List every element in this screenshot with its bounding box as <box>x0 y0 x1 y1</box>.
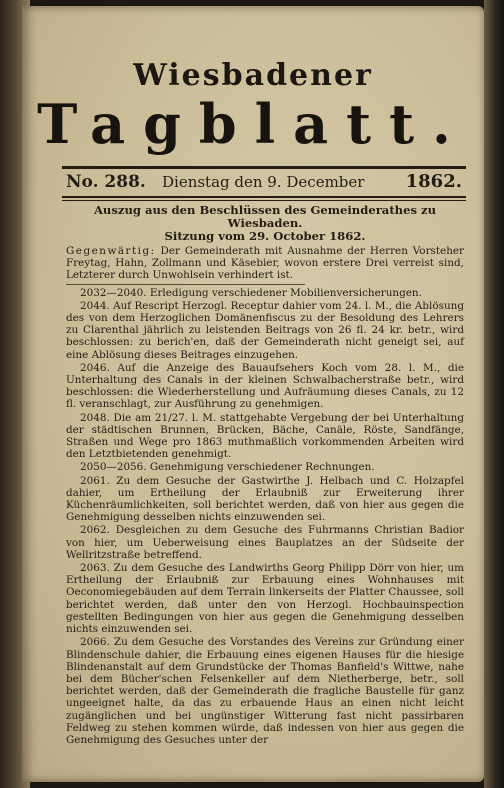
dateline <box>66 169 462 195</box>
paragraph-2048: 2048. Die am 21/27. l. M. stattgehabte Vergebung der bei Unterhaltung der städtischen Brunnen, Brücken, Bäche, Canäle, Röste, Sandfänge, Straßen und Wege pro 1863 muthmaßlich vorkommenden Arbeiten wird den Letztbietenden genehmigt. <box>66 411 464 461</box>
article-title-line1: Auszug aus den Beschlüssen des Gemeinderathes zu Wiesbaden. <box>93 203 437 230</box>
paragraph-2044: 2044. Auf Rescript Herzogl. Receptur dahier vom 24. l. M., die Ablösung des von dem Herzoglichen Domänenfiscus zu der Besoldung des Lehrers zu Clarenthal jährlich zu leistenden Beitrags von 26 fl. 24 kr. betr., wird beschlossen: zu berich'en, daß der Gemeinderath nicht geneigt sei, auf eine Ablösung dieses Beitrages einzugehen. <box>66 299 464 361</box>
issue-year: 1862. <box>405 171 462 192</box>
paragraph-2046: 2046. Auf die Anzeige des Bauaufsehers Koch vom 28. l. M., die Unterhaltung des Canals in der kleinen Schwalbacherstraße betr., wird beschlossen: die Wiederherstellung und Aufräumung dieses Canals, zu 12 fl. veranschlagt, zur Ausführung zu genehmigen. <box>66 361 464 411</box>
issue-number: No. 288. <box>66 172 146 192</box>
paragraph-2032: 2032—2040. Erledigung verschiedener Mobilienversicherungen. <box>80 286 422 299</box>
header-rule-bottom <box>62 196 466 198</box>
article-title-line2: Sitzung vom 29. October 1862. <box>164 229 366 243</box>
masthead-city: Wiesbadener <box>133 58 373 93</box>
paragraph-2062: 2062. Desgleichen zu dem Gesuche des Fuhrmanns Christian Badior von hier, um Ueberweisung eines Bauplatzes an der Südseite der Wellritzstraße betreffend. <box>66 524 464 561</box>
issue-date: Dienstag den 9. December <box>162 173 365 191</box>
page-edge <box>484 0 504 788</box>
newspaper-page <box>22 6 484 782</box>
paragraph-2063: 2063. Zu dem Gesuche des Landwirths Georg Philipp Dörr von hier, um Ertheilung der Erlaubniß zur Erbauung eines Wohnhauses mit Oeconomiegebäuden auf dem Terrain linkerseits der Platter Chaussee, soll berichtet werden, daß unter den von Herzogl. Hochbauinspection gestellten Bedingungen von hier aus gegen die Genehmigung desselben nichts einzuwenden sei. <box>66 562 464 636</box>
attendance-paragraph <box>66 245 464 282</box>
article-title <box>66 204 464 243</box>
paragraph-2050: 2050—2056. Genehmigung verschiedener Rechnungen. <box>80 461 375 474</box>
attendance-label: Gegenwärtig: <box>66 245 156 257</box>
masthead-title: Tagblatt. <box>37 92 469 156</box>
article-body <box>66 204 464 747</box>
separator-rule <box>66 284 305 285</box>
paragraph-2061: 2061. Zu dem Gesuche der Gastwirthe J. Helbach und C. Holzapfel dahier, um Ertheilung der Erlaubniß zur Erweiterung ihrer Küchenräumlichkeiten, soll berichtet werden, daß von hier aus gegen die Genehmigung desselben nichts einzuwenden sei. <box>66 474 464 524</box>
attendance-text: Der Gemeinderath mit Ausnahme der Herren Vorsteher Freytag, Hahn, Zollmann und Käsebier, wovon erstere Drei verreist sind, Letzterer durch Unwohlsein verhindert ist. <box>66 245 465 282</box>
paragraph-2066: 2066. Zu dem Gesuche des Vorstandes des Vereins zur Gründung einer Blindenschule dahier, die Erbauung eines eigenen Hauses für die hiesige Blindenanstalt auf dem Grundstücke der Thomas Banfield's Wittwe, nahe bei dem Bücher'schen Felsenkeller auf dem Nietherberge, betr., soll berichtet werden, daß der Gemeinderath die fragliche Baustelle für ganz ungeeignet halte, da das zu erbauende Haus an einen nicht leicht zugänglichen und bei ungünstiger Witterung fast nicht passirbaren Feldweg zu stehen kommen würde, daß indessen von hier aus gegen die Genehmigung des Gesuches unter der <box>66 636 464 746</box>
header-rule-bottom-thin <box>62 200 466 201</box>
